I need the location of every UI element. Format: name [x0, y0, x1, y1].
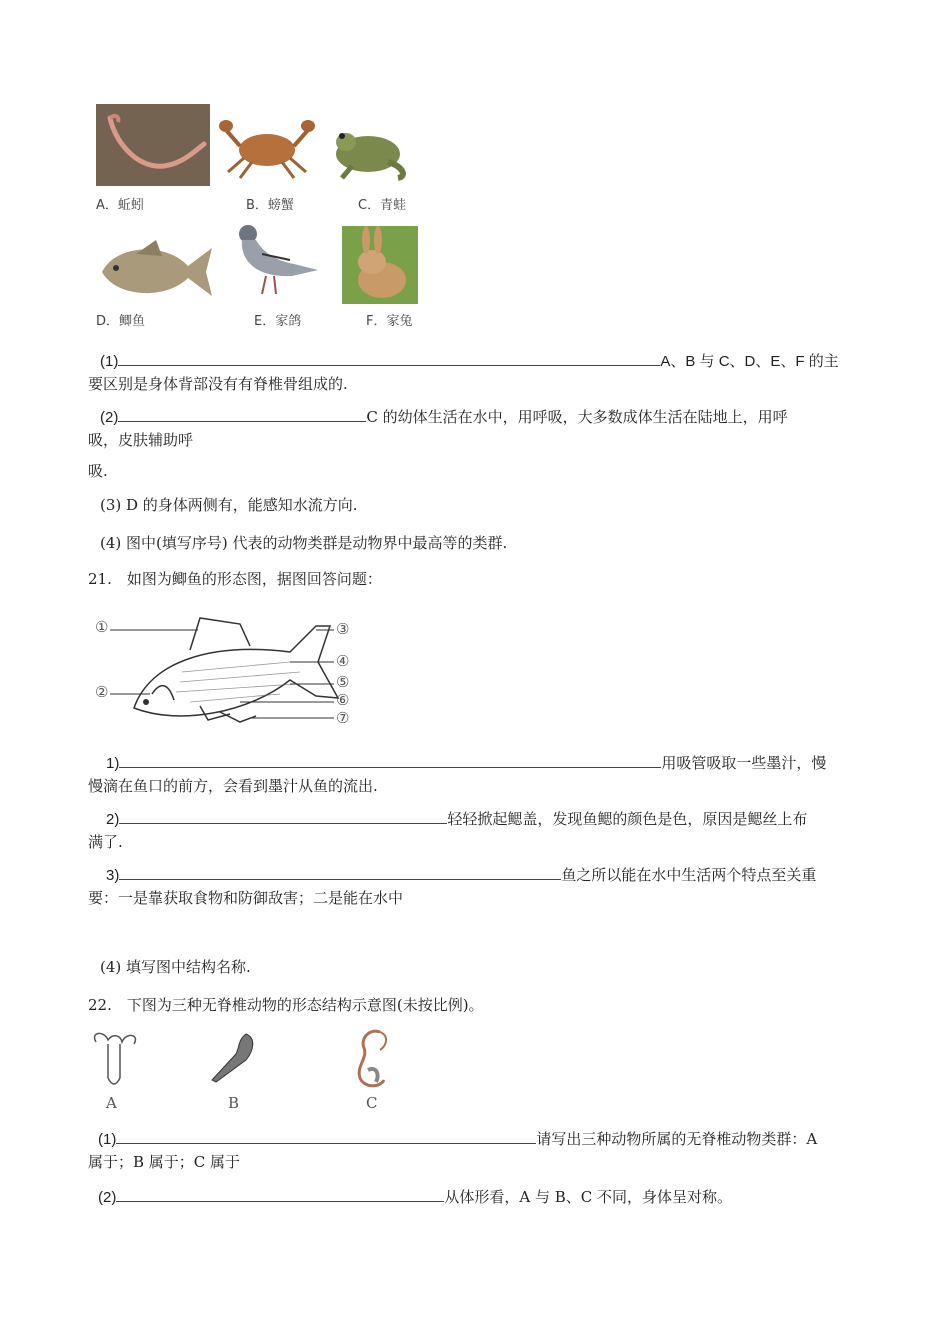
answer-blank[interactable] [118, 350, 660, 366]
q20-part2-end: 吸. [88, 462, 108, 480]
fish-label-6: ⑥ [336, 691, 350, 709]
invert-label-a: A [106, 1094, 117, 1112]
fish-label-3: ③ [336, 620, 350, 638]
q20-part3: (3) D 的身体两侧有，能感知水流方向. [100, 496, 358, 514]
answer-blank[interactable] [119, 752, 661, 768]
q20-part4: (4) 图中(填写序号) 代表的动物类群是动物界中最高等的类群. [100, 534, 508, 552]
carp-diagram [90, 602, 360, 732]
q20-part1: (1) A、B 与 C、D、E、F 的主 要区别是身体背部没有有脊椎骨组成的. [88, 350, 858, 395]
caption-b: B．螃蟹 [246, 198, 294, 213]
crab-image [218, 110, 316, 182]
answer-blank[interactable] [116, 1186, 444, 1202]
q22-header: 22. 下图为三种无脊椎动物的形态结构示意图(未按比例)。 [88, 996, 484, 1014]
rabbit-image [342, 226, 418, 304]
pigeon-image [232, 220, 320, 302]
invert-label-c: C [366, 1094, 378, 1112]
answer-blank[interactable] [116, 1128, 536, 1144]
caption-d: D．鲫鱼 [96, 314, 146, 329]
leech-image [206, 1030, 266, 1088]
q20-part2: (2) C 的幼体生活在水中，用呼吸，大多数成体生活在陆地上，用呼 吸，皮肤辅助呼 [88, 408, 788, 449]
q21-part4: (4) 填写图中结构名称. [100, 958, 251, 976]
q22-part2: (2) 从体形看，A 与 B、C 不同，身体呈对称。 [98, 1188, 732, 1206]
answer-blank[interactable] [118, 406, 366, 422]
roundworm-image [350, 1026, 410, 1092]
carp-image [96, 234, 214, 306]
caption-f: F．家兔 [366, 314, 413, 329]
caption-e: E．家鸽 [254, 314, 302, 329]
answer-blank[interactable] [119, 864, 561, 880]
answer-blank[interactable] [119, 808, 447, 824]
invert-label-b: B [228, 1094, 240, 1112]
fish-label-5: ⑤ [336, 673, 350, 691]
fish-label-7: ⑦ [336, 709, 350, 727]
fish-label-1: ① [95, 618, 109, 636]
frog-image [328, 122, 412, 182]
fish-label-4: ④ [336, 652, 350, 670]
q22-part1: (1) 请写出三种动物所属的无脊椎动物类群：A 属于；B 属于；C 属于 [88, 1130, 818, 1171]
earthworm-image [96, 104, 210, 186]
caption-a: A．蚯蚓 [96, 198, 144, 213]
q21-part1: 1) 用吸管吸取一些墨汁，慢 慢滴在鱼口的前方，会看到墨汁从鱼的流出. [88, 754, 827, 795]
caption-c: C．青蛙 [358, 198, 407, 213]
q21-header: 21. 如图为鲫鱼的形态图，据图回答问题： [88, 570, 382, 588]
fish-label-2: ② [95, 683, 109, 701]
q21-part3: 3) 鱼之所以能在水中生活两个特点至关重 要：一是靠获取食物和防御敌害；二是能在水中 [88, 866, 817, 907]
planarian-image [86, 1030, 144, 1092]
q21-part2: 2) 轻轻掀起鳃盖，发现鱼鳃的颜色是色，原因是鳃丝上布 满了. [88, 810, 808, 851]
